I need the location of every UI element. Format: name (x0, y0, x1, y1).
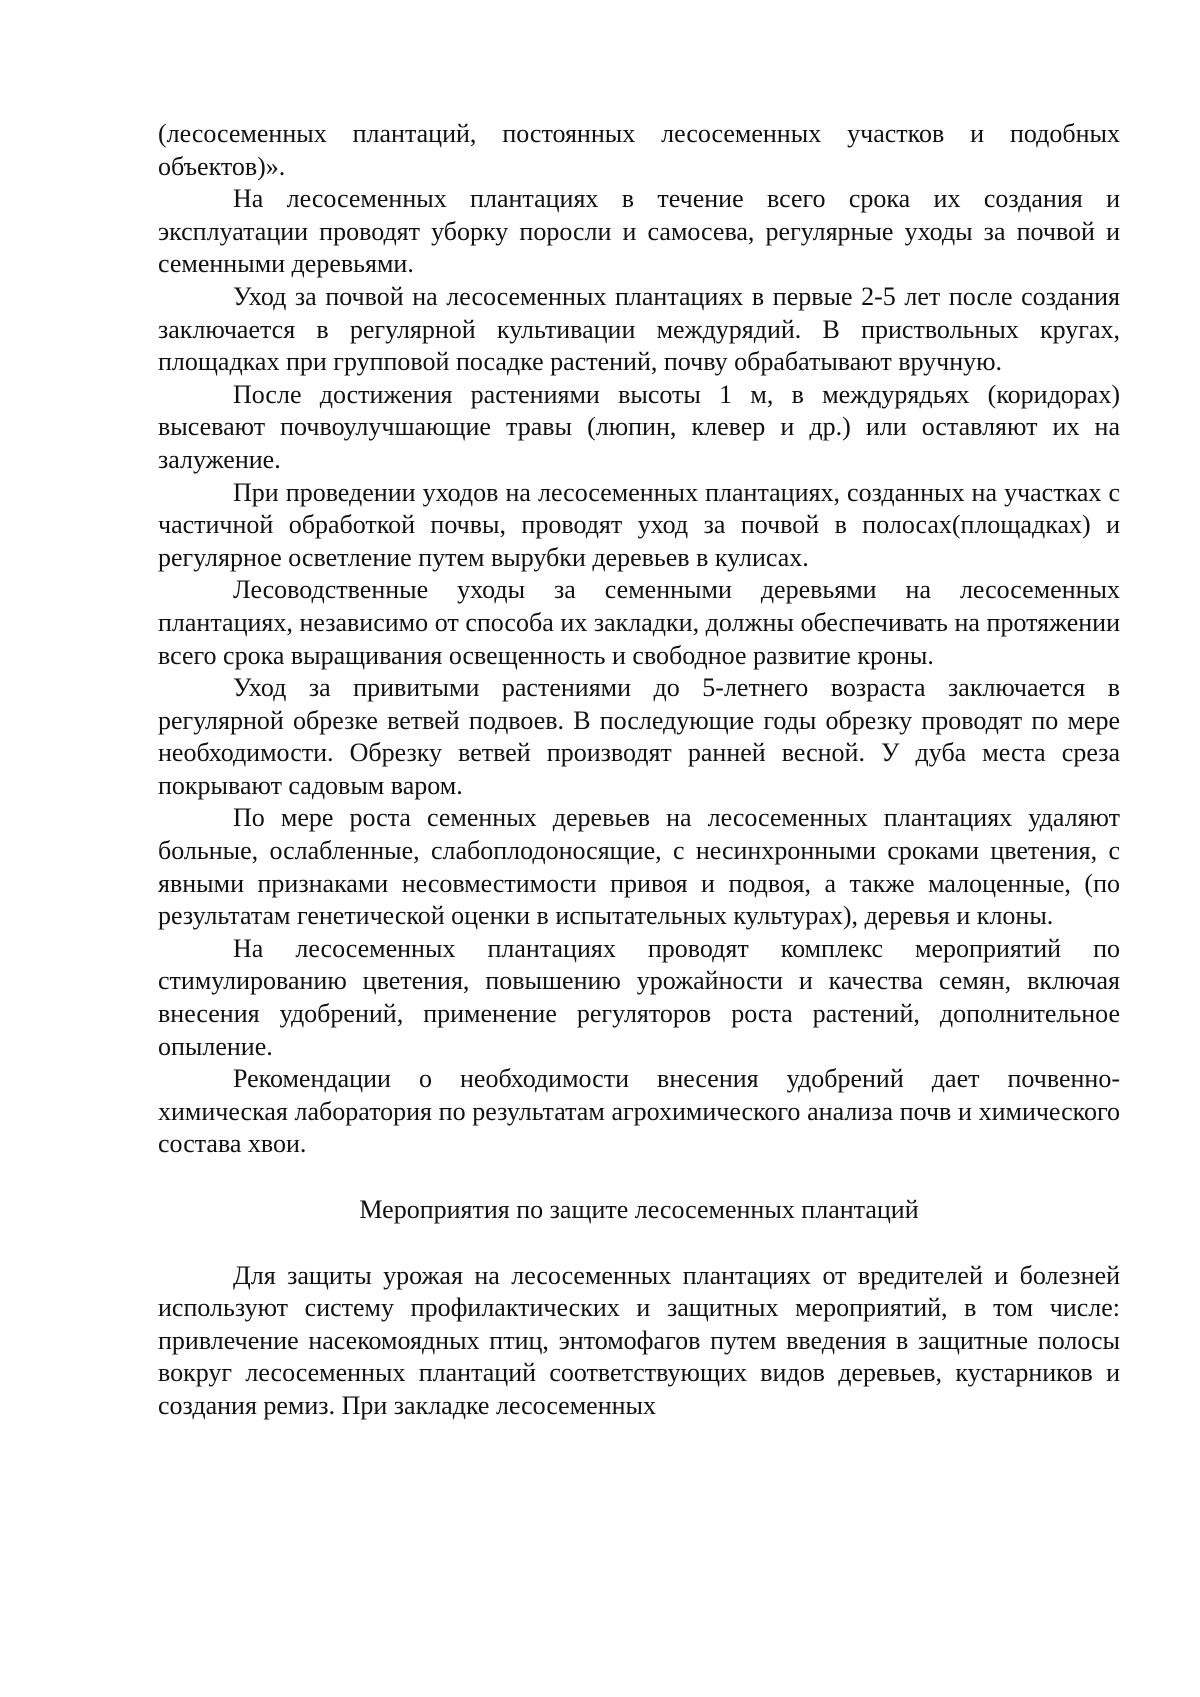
document-page (158, 118, 1120, 1423)
paragraph: По мере роста семенных деревьев на лесосеменных плантациях удаляют больные, ослабленные, слабоплодоносящие, с несинхронными сроками цветения, с явными признаками несовместимости привоя и подвоя, а также малоценные, (по результатам генетической оценки в испытательных культурах), деревья и клоны. (158, 803, 1120, 931)
paragraph: На лесосеменных плантациях в течение всего срока их создания и эксплуатации проводят уборку поросли и самосева, регулярные уходы за почвой и семенными деревьями. (158, 184, 1120, 279)
paragraph: После достижения растениями высоты 1 м, в междурядьях (коридорах) высевают почвоулучшающие травы (люпин, клевер и др.) или оставляют их на залужение. (158, 379, 1120, 474)
paragraph: Рекомендации о необходимости внесения удобрений дает почвенно-химическая лаборатория по результатам агрохимического анализа почв и химического состава хвои. (158, 1064, 1120, 1159)
section-heading: Мероприятия по защите лесосеменных плантаций (359, 1195, 919, 1224)
paragraph-continuation: (лесосеменных плантаций, постоянных лесосеменных участков и подобных объектов)». (158, 119, 1120, 181)
paragraph: Лесоводственные уходы за семенными деревьями на лесосеменных плантациях, независимо от способа их закладки, должны обеспечивать на протяжении всего срока выращивания освещенность и свободное развитие кроны. (158, 575, 1120, 670)
paragraph: Уход за привитыми растениями до 5-летнего возраста заключается в регулярной обрезке ветвей подвоев. В последующие годы обрезку проводят по мере необходимости. Обрезку ветвей производят ранней весной. У дуба места среза покрывают садовым варом. (158, 673, 1120, 800)
paragraph: Для защиты урожая на лесосеменных плантациях от вредителей и болезней используют систему профилактических и защитных мероприятий, в том числе: привлечение насекомоядных птиц, энтомофагов путем введения в защитные полосы вокруг лесосеменных плантаций соответствующих видов деревьев, кустарников и создания ремиз. При закладке лесосеменных (158, 1260, 1120, 1420)
paragraph: При проведении уходов на лесосеменных плантациях, созданных на участках с частичной обработкой почвы, проводят уход за почвой в полосах(площадках) и регулярное осветление путем вырубки деревьев в кулисах. (158, 477, 1120, 572)
paragraph: Уход за почвой на лесосеменных плантациях в первые 2-5 лет после создания заключается в регулярной культивации междурядий. В приствольных кругах, площадках при групповой посадке растений, почву обрабатывают вручную. (158, 281, 1120, 377)
paragraph: На лесосеменных плантациях проводят комплекс мероприятий по стимулированию цветения, повышению урожайности и качества семян, включая внесения удобрений, применение регуляторов роста растений, дополнительное опыление. (158, 933, 1120, 1061)
